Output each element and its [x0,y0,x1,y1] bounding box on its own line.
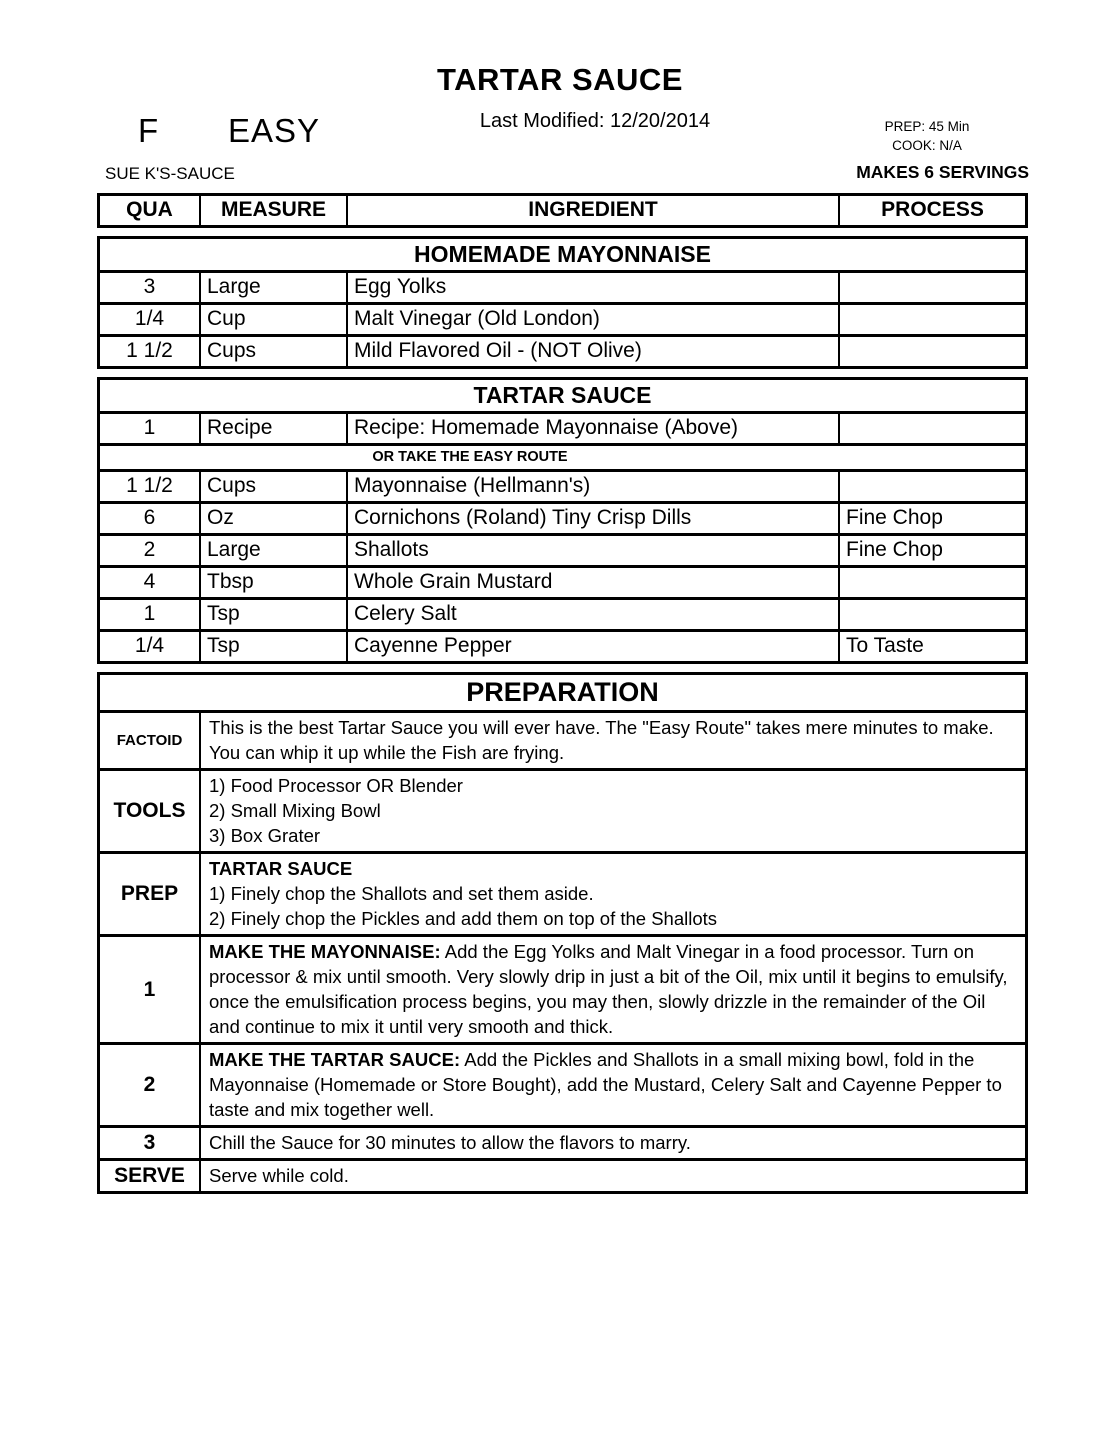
factoid-text: This is the best Tartar Sauce you will ever have. The "Easy Route" takes mere minutes to make. You can whip it up while the Fish are frying. [209,717,994,763]
row-label: 3 [100,1128,201,1158]
ingredient-cell: Egg Yolks [348,273,840,302]
ingredient-cell: Cayenne Pepper [348,632,840,661]
measure-cell: Tbsp [201,568,348,597]
step-body: Add the Pickles and Shallots in a small mixing bowl, fold in the Mayonnaise (Homemade or Store Bought), add the Mustard, Celery Salt and Cayenne Pepper to taste and mix together well. [209,1049,1002,1120]
ingredient-row [100,302,1025,334]
column-header-ingredient: INGREDIENT [348,196,840,225]
ingredient-row [100,565,1025,597]
step-body: Add the Egg Yolks and Malt Vinegar in a food processor. Turn on processor & mix until smooth. Very slowly drip in just a bit of the Oil, mix until it begins to emulsify, once the emulsification process begins, you may then, slowly drizzle in the remainder of the Oil and continue to mix it until very smooth and thick. [209,941,1008,1037]
prep-heading: TARTAR SAUCE [209,858,353,879]
section-tartar-sauce [97,377,1028,664]
preparation-title: PREPARATION [466,677,659,707]
page-header [0,0,1120,193]
process-cell [840,600,1025,629]
row-label: 2 [100,1045,201,1125]
column-header-measure: MEASURE [201,196,348,225]
measure-cell: Tsp [201,632,348,661]
preparation-row-step-2 [100,1042,1025,1125]
measure-cell: Large [201,536,348,565]
process-cell: To Taste [846,634,924,657]
ingredient-table-header [97,193,1028,228]
preparation-row-factoid [100,710,1025,768]
measure-cell: Large [201,273,348,302]
tools-list [201,771,1025,851]
ingredient-cell: Cornichons (Roland) Tiny Crisp Dills [348,504,840,533]
recipe-title: TARTAR SAUCE [437,62,683,97]
ingredient-cell: Recipe: Homemade Mayonnaise (Above) [348,414,840,443]
row-label: PREP [100,854,201,934]
process-cell: Fine Chop [846,538,943,561]
process-cell: Fine Chop [846,506,943,529]
preparation-row-tools [100,768,1025,851]
tool-item: 1) Food Processor OR Blender [209,775,463,796]
measure-cell: Cups [201,472,348,501]
quantity-cell: 1 1/2 [100,472,201,501]
quantity-cell: 2 [100,536,201,565]
quantity-cell: 4 [100,568,201,597]
ingredient-cell: Whole Grain Mustard [348,568,840,597]
tool-item: 2) Small Mixing Bowl [209,800,381,821]
quantity-cell: 1 1/2 [100,337,201,366]
preparation-row-step-3 [100,1125,1025,1158]
quantity-cell: 3 [100,273,201,302]
row-label: 1 [100,937,201,1042]
recipe-source: SUE K'S-SAUCE [105,164,235,183]
step-text [201,937,1025,1042]
prep-steps [201,854,1025,934]
process-cell [840,337,1025,366]
time-info [852,117,1002,155]
process-cell [840,568,1025,597]
column-header-process: PROCESS [881,198,984,221]
ingredient-cell: Malt Vinegar (Old London) [348,305,840,334]
cook-time: COOK: N/A [892,138,962,153]
serve-text: Serve while cold. [209,1165,349,1186]
quantity-cell: 1/4 [100,305,201,334]
row-label: FACTOID [100,713,201,768]
prep-time: PREP: 45 Min [884,119,970,134]
ingredient-row [100,597,1025,629]
ingredient-row [100,334,1025,366]
recipe-body [97,193,1028,1194]
measure-cell: Recipe [201,414,348,443]
last-modified: Last Modified: 12/20/2014 [479,110,711,132]
easy-route-note: OR TAKE THE EASY ROUTE [372,449,568,465]
process-cell [840,273,1025,302]
measure-cell: Tsp [201,600,348,629]
process-cell [840,414,1025,443]
section-preparation [97,672,1028,1194]
ingredient-row [100,533,1025,565]
row-label: SERVE [100,1161,201,1191]
difficulty-label: EASY [228,112,321,149]
tool-item: 3) Box Grater [209,825,321,846]
step-heading: MAKE THE TARTAR SAUCE: [209,1049,461,1070]
ingredient-cell: Mild Flavored Oil - (NOT Olive) [348,337,840,366]
prep-step: 1) Finely chop the Shallots and set them aside. [209,883,594,904]
ingredient-cell: Celery Salt [348,600,840,629]
measure-cell: Oz [201,504,348,533]
easy-route-note-row [100,443,1025,469]
ingredient-cell: Shallots [348,536,840,565]
quantity-cell: 6 [100,504,201,533]
row-label: TOOLS [100,771,201,851]
step-text: Chill the Sauce for 30 minutes to allow the flavors to marry. [209,1132,691,1153]
section-title: TARTAR SAUCE [473,382,652,408]
prep-step: 2) Finely chop the Pickles and add them on top of the Shallots [209,908,718,929]
servings-label: MAKES 6 SERVINGS [856,162,1029,182]
ingredient-row [100,629,1025,661]
ingredient-row [100,270,1025,302]
process-cell [840,305,1025,334]
process-cell [840,472,1025,501]
step-heading: MAKE THE MAYONNAISE: [209,941,441,962]
category-letter: F [138,112,159,149]
ingredient-row [100,469,1025,501]
measure-cell: Cup [201,305,348,334]
quantity-cell: 1 [100,600,201,629]
quantity-cell: 1/4 [100,632,201,661]
preparation-row-prep [100,851,1025,934]
quantity-cell: 1 [100,414,201,443]
ingredient-row [100,501,1025,533]
step-text [201,1045,1025,1125]
section-title: HOMEMADE MAYONNAISE [414,241,711,267]
preparation-row-step-1 [100,934,1025,1042]
ingredient-row [100,411,1025,443]
column-header-qua: QUA [100,196,201,225]
section-homemade-mayonnaise [97,236,1028,369]
preparation-row-serve [100,1158,1025,1191]
ingredient-cell: Mayonnaise (Hellmann's) [348,472,840,501]
measure-cell: Cups [201,337,348,366]
